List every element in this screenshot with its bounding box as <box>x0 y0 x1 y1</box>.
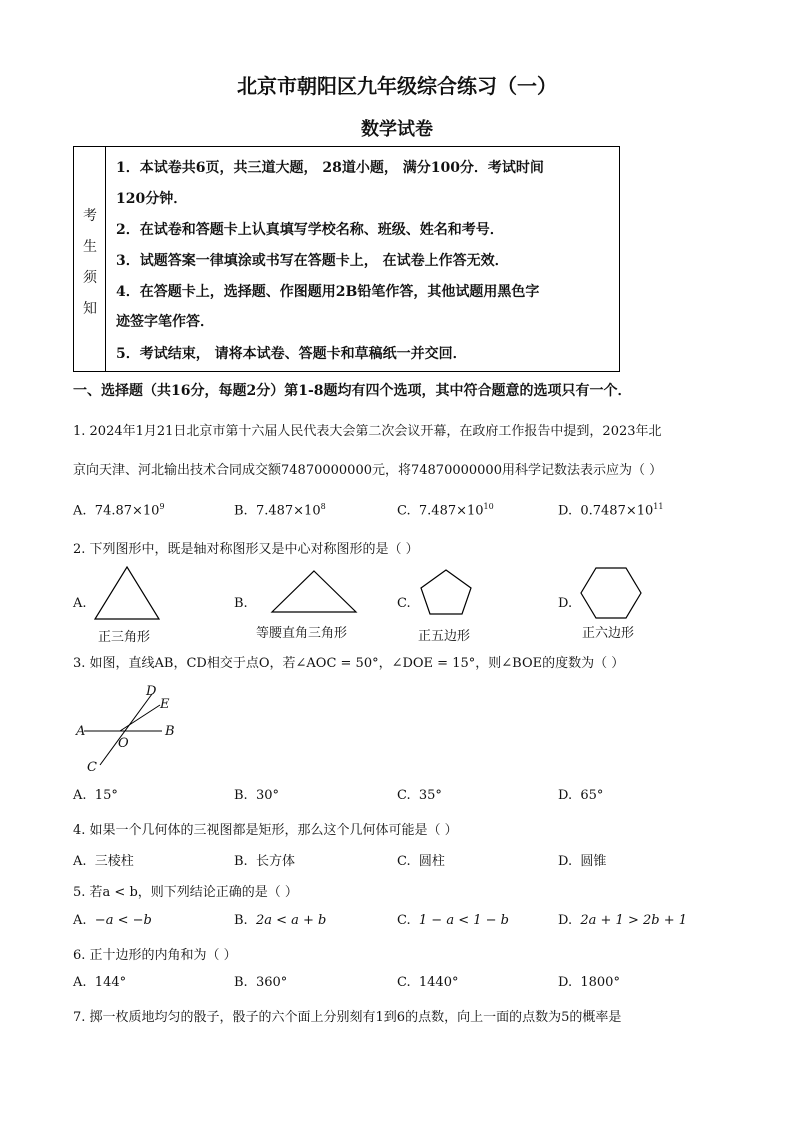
q2-option-a-label: 正三角形 <box>98 630 151 645</box>
q5-option-c: C. 1 − a < 1 − b <box>397 913 509 928</box>
question-1-line-2: 京向天津、河北输出技术合同成交额74870000000元，将74870000000用科学记数法表示应为（ ） <box>73 463 663 478</box>
question-7: 7. 掷一枚质地均匀的骰子，骰子的六个面上分别刻有1到6的点数，向上一面的点数为5的概率是 <box>73 1010 622 1025</box>
q2-option-b-letter: B. <box>234 596 248 611</box>
label-point-c: C <box>87 760 97 775</box>
label-point-b: B <box>165 724 175 739</box>
label-point-e: E <box>160 697 170 712</box>
q6-option-d: D. 1800° <box>558 975 620 990</box>
notice-line: 5．考试结束， 请将本试卷、答题卡和草稿纸一并交回． <box>116 346 467 362</box>
isosceles-right-triangle-figure <box>268 568 360 616</box>
label-point-o: O <box>118 736 129 751</box>
q1-option-a: A. $74.87\times 10^9$ <box>73 502 165 519</box>
notice-side-char: 须 <box>83 270 97 286</box>
notice-line: 120分钟． <box>116 191 188 207</box>
label-point-d: D <box>146 684 157 699</box>
equilateral-triangle-figure <box>92 565 162 625</box>
label-point-a: A <box>76 724 86 739</box>
q1-option-b: B. $7.487\times 10^8$ <box>234 502 326 519</box>
q3-option-c: C. 35° <box>397 788 442 803</box>
question-5: 5. 若a < b，则下列结论正确的是（ ） <box>73 885 298 900</box>
q6-option-a: A. 144° <box>73 975 127 990</box>
q3-option-d: D. 65° <box>558 788 604 803</box>
question-4: 4. 如果一个几何体的三视图都是矩形，那么这个几何体可能是（ ） <box>73 823 458 838</box>
q3-option-b: B. 30° <box>234 788 279 803</box>
q5-option-d: D. 2a + 1 > 2b + 1 <box>558 913 687 928</box>
notice-line: 1．本试卷共6页，共三道大题， 28道小题， 满分100分．考试时间 <box>116 160 544 176</box>
q3-option-a: A. 15° <box>73 788 118 803</box>
question-2: 2. 下列图形中，既是轴对称图形又是中心对称图形的是（ ） <box>73 542 419 557</box>
q4-option-a: A. 三棱柱 <box>73 854 134 869</box>
notice-line: 3．试题答案一律填涂或书写在答题卡上， 在试卷上作答无效． <box>116 253 509 269</box>
question-6: 6. 正十边形的内角和为（ ） <box>73 948 237 963</box>
question-1-line-1: 1. 2024年1月21日北京市第十六届人民代表大会第二次会议开幕，在政府工作报告中提到，2023年北 <box>73 424 662 439</box>
q1-option-d: D. $0.7487\times 10^{11}$ <box>558 502 664 519</box>
q4-option-b: B. 长方体 <box>234 854 295 869</box>
notice-line: 2．在试卷和答题卡上认真填写学校名称、班级、姓名和考号． <box>116 222 504 238</box>
q5-option-a: A. −a < −b <box>73 913 152 928</box>
q2-option-c-letter: C. <box>397 596 411 611</box>
notice-side-char: 考 <box>83 208 97 224</box>
q1-option-c: C. $7.487\times 10^{10}$ <box>397 502 494 519</box>
notice-line: 4．在答题卡上，选择题、作图题用2B铅笔作答，其他试题用黑色字 <box>116 284 540 300</box>
q4-option-d: D. 圆锥 <box>558 854 607 869</box>
notice-line: 迹签字笔作答． <box>116 314 214 330</box>
notice-box <box>73 146 620 372</box>
regular-pentagon-figure <box>418 568 478 618</box>
q6-option-b: B. 360° <box>234 975 288 990</box>
page-title: 北京市朝阳区九年级综合练习（一） <box>237 74 557 98</box>
q2-option-c-label: 正五边形 <box>418 629 471 644</box>
question-3: 3. 如图，直线AB，CD相交于点O，若∠AOC = 50°，∠DOE = 15°，则∠BOE的度数为（ ） <box>73 656 625 671</box>
notice-side-char: 生 <box>83 239 97 255</box>
q2-option-d-label: 正六边形 <box>582 626 635 641</box>
q5-option-b: B. 2a < a + b <box>234 913 327 928</box>
q4-option-c: C. 圆柱 <box>397 854 445 869</box>
page-subtitle: 数学试卷 <box>361 119 433 140</box>
regular-hexagon-figure <box>580 566 646 622</box>
q2-option-b-label: 等腰直角三角形 <box>256 626 348 641</box>
q2-option-d-letter: D. <box>558 596 573 611</box>
section-heading: 一、选择题（共16分，每题2分）第1-8题均有四个选项，其中符合题意的选项只有一个． <box>73 383 632 399</box>
notice-side-column <box>74 147 106 371</box>
notice-side-char: 知 <box>83 301 97 317</box>
q6-option-c: C. 1440° <box>397 975 459 990</box>
q2-option-a-letter: A. <box>73 596 87 611</box>
